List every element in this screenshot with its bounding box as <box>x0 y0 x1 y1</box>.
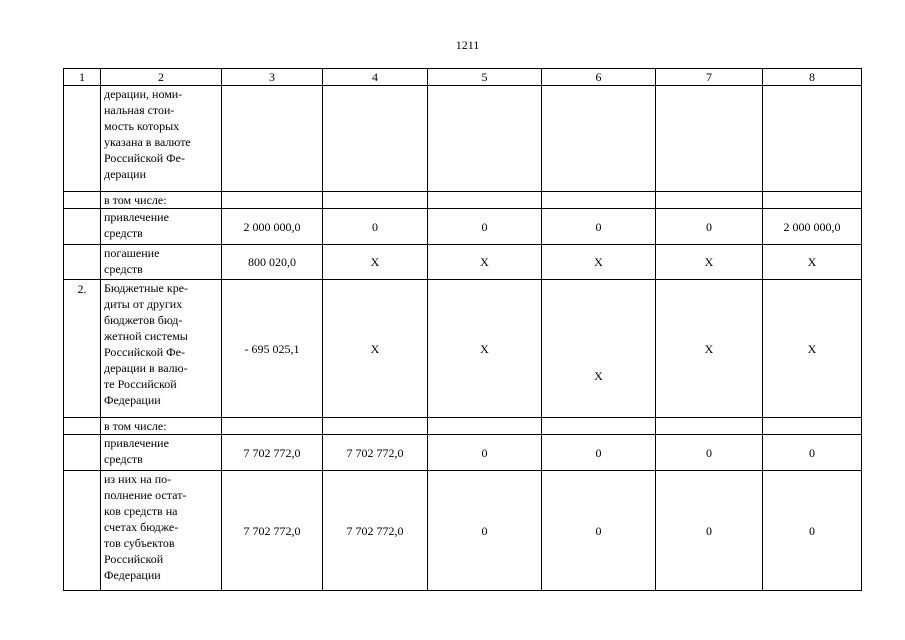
value-cell: 0 <box>542 435 656 471</box>
header-cell: 6 <box>542 69 656 86</box>
value-cell: Х <box>656 245 763 280</box>
row-number <box>64 471 101 591</box>
header-cell: 4 <box>323 69 428 86</box>
value-cell: Х <box>428 280 542 418</box>
value-cell: Х <box>763 280 862 418</box>
header-row <box>64 69 862 86</box>
table-row <box>64 418 862 435</box>
row-number <box>64 245 101 280</box>
value-cell <box>763 86 862 192</box>
value-cell: 7 702 772,0 <box>323 435 428 471</box>
row-number: 2. <box>64 280 101 418</box>
value-cell <box>542 418 656 435</box>
value-cell: 0 <box>656 435 763 471</box>
value-cell: 0 <box>428 435 542 471</box>
value-cell: Х <box>428 245 542 280</box>
value-cell <box>222 418 323 435</box>
row-name: Бюджетные кре- диты от других бюджетов бюд- жетной системы Российской Фе- дерации в валю- те Российской Федерации <box>101 280 222 418</box>
budget-table <box>63 68 862 591</box>
row-number <box>64 192 101 209</box>
header-cell: 2 <box>101 69 222 86</box>
header-cell: 1 <box>64 69 101 86</box>
value-cell: 0 <box>542 209 656 245</box>
row-name: погашение средств <box>101 245 222 280</box>
value-cell: Х <box>542 245 656 280</box>
row-number <box>64 418 101 435</box>
row-name: дерации, номи- нальная стои- мость которых указана в валюте Российской Фе- дерации <box>101 86 222 192</box>
value-cell: 2 000 000,0 <box>222 209 323 245</box>
value-cell <box>323 86 428 192</box>
value-cell: 2 000 000,0 <box>763 209 862 245</box>
value-cell: 0 <box>428 471 542 591</box>
value-cell <box>428 86 542 192</box>
value-cell <box>323 192 428 209</box>
row-name: из них на по- полнение остат- ков средств на счетах бюдже- тов субъектов Российской Федерации <box>101 471 222 591</box>
value-cell: - 695 025,1 <box>222 280 323 418</box>
row-number <box>64 209 101 245</box>
value-cell: Х <box>542 280 656 418</box>
value-cell: 0 <box>656 209 763 245</box>
header-cell: 3 <box>222 69 323 86</box>
value-cell <box>763 418 862 435</box>
row-name: привлечение средств <box>101 435 222 471</box>
table-row <box>64 280 862 418</box>
table-row <box>64 86 862 192</box>
value-cell: 7 702 772,0 <box>323 471 428 591</box>
value-cell: 800 020,0 <box>222 245 323 280</box>
value-cell <box>542 86 656 192</box>
table-row <box>64 435 862 471</box>
row-name: в том числе: <box>101 192 222 209</box>
value-cell: 0 <box>656 471 763 591</box>
table-row <box>64 209 862 245</box>
row-number <box>64 435 101 471</box>
header-cell: 7 <box>656 69 763 86</box>
value-cell: Х <box>323 280 428 418</box>
value-cell: Х <box>763 245 862 280</box>
header-cell: 5 <box>428 69 542 86</box>
value-cell: 7 702 772,0 <box>222 435 323 471</box>
value-cell: Х <box>656 280 763 418</box>
row-name: в том числе: <box>101 418 222 435</box>
header-cell: 8 <box>763 69 862 86</box>
value-cell <box>656 418 763 435</box>
value-cell: 0 <box>763 435 862 471</box>
value-cell <box>428 192 542 209</box>
value-cell <box>323 418 428 435</box>
row-number <box>64 86 101 192</box>
value-cell: 7 702 772,0 <box>222 471 323 591</box>
value-cell <box>656 86 763 192</box>
table-row <box>64 471 862 591</box>
table-row <box>64 245 862 280</box>
row-name: привлечение средств <box>101 209 222 245</box>
value-cell: 0 <box>763 471 862 591</box>
value-cell: Х <box>323 245 428 280</box>
value-cell <box>656 192 763 209</box>
table-row <box>64 192 862 209</box>
value-cell <box>222 86 323 192</box>
page-number: 1211 <box>455 38 480 52</box>
value-cell <box>222 192 323 209</box>
value-cell: 0 <box>542 471 656 591</box>
value-cell: 0 <box>428 209 542 245</box>
value-cell <box>763 192 862 209</box>
value-cell <box>428 418 542 435</box>
value-cell <box>542 192 656 209</box>
value-cell: 0 <box>323 209 428 245</box>
